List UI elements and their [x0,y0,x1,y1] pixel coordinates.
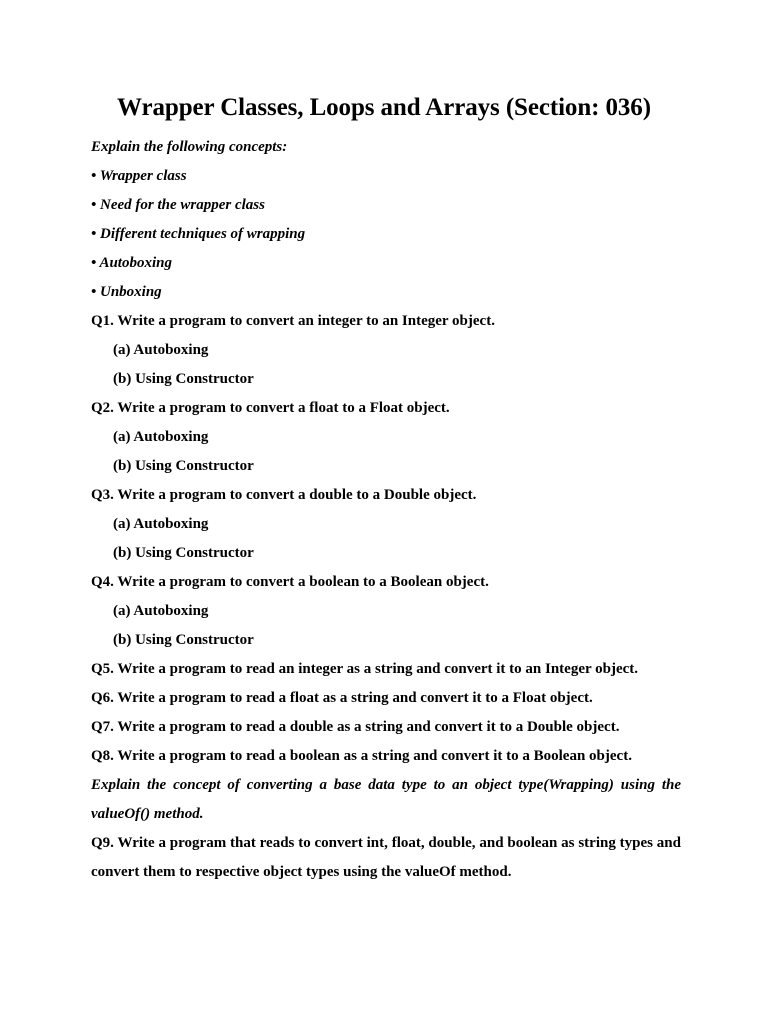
q4-option-a: (a) Autoboxing [113,603,209,619]
q3-option-b: (b) Using Constructor [113,545,254,561]
bullet-item: • Unboxing [91,284,162,300]
concepts-heading: Explain the following concepts: [91,139,288,155]
q2-option-b: (b) Using Constructor [113,458,254,474]
valueof-concept: Explain the concept of converting a base data type to an object type(Wrapping) using the valueOf() method. [91,777,681,822]
question-q4: Q4. Write a program to convert a boolean to a Boolean object. [91,574,489,590]
question-q9: Q9. Write a program that reads to convert int, float, double, and boolean as string types and convert them to respective object types using the valueOf method. [91,835,681,880]
question-q8: Q8. Write a program to read a boolean as a string and convert it to a Boolean object. [91,748,632,764]
q2-option-a: (a) Autoboxing [113,429,209,445]
bullet-item: • Autoboxing [91,255,172,271]
bullet-item: • Need for the wrapper class [91,197,265,213]
q1-option-a: (a) Autoboxing [113,342,209,358]
q3-option-a: (a) Autoboxing [113,516,209,532]
bullet-item: • Wrapper class [91,168,187,184]
q1-option-b: (b) Using Constructor [113,371,254,387]
question-q1: Q1. Write a program to convert an integer to an Integer object. [91,313,495,329]
bullet-item: • Different techniques of wrapping [91,226,306,242]
question-q6: Q6. Write a program to read a float as a string and convert it to a Float object. [91,690,593,706]
question-q3: Q3. Write a program to convert a double to a Double object. [91,487,477,503]
question-q2: Q2. Write a program to convert a float to a Float object. [91,400,450,416]
q4-option-b: (b) Using Constructor [113,632,254,648]
document-body [91,133,681,887]
page-title: Wrapper Classes, Loops and Arrays (Section: 036) [117,94,651,121]
question-q7: Q7. Write a program to read a double as a string and convert it to a Double object. [91,719,620,735]
question-q5: Q5. Write a program to read an integer as a string and convert it to an Integer object. [91,661,639,677]
